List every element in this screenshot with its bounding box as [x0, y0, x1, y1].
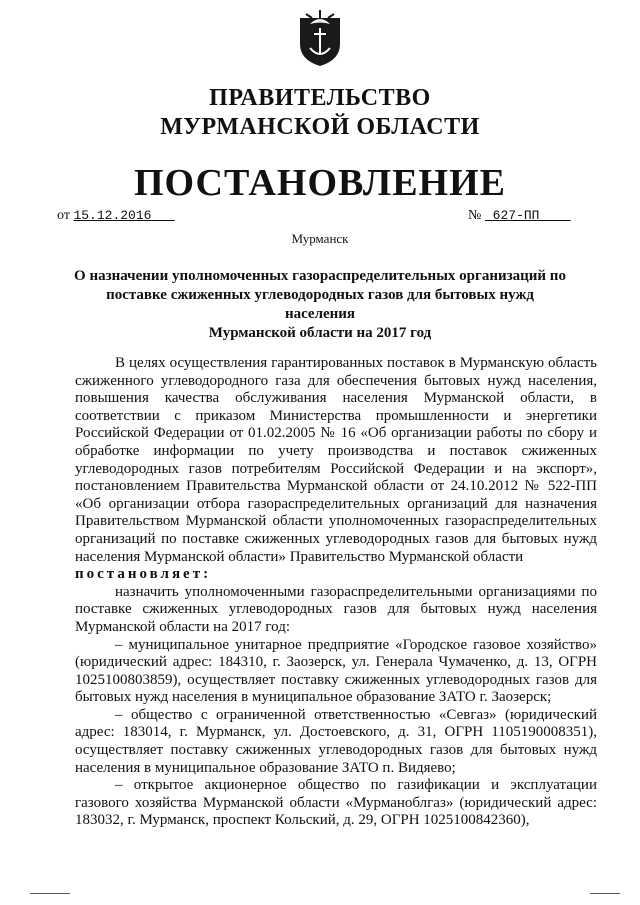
- document-body: [75, 355, 597, 830]
- list-item: – муниципальное унитарное предприятие «Городское газовое хозяйство» (юридический адрес: 184310, г. Заозерск, ул. Генерала Чумаченко, д. 13, ОГРН 1025100803859), осуществляет поставку сжиженных углеводородных газов для бытовых нужд населения в муниципальное образование ЗАТО г. Заозерск;: [75, 636, 597, 706]
- title-line-2: поставке сжиженных углеводородных газов для бытовых нужд населения: [106, 287, 534, 322]
- document-city: Мурманск: [291, 231, 349, 246]
- footer-divider: [590, 893, 620, 894]
- organization-line-2: МУРМАНСКОЙ ОБЛАСТИ: [160, 114, 480, 140]
- title-line-1: О назначении уполномоченных газораспределительных организаций по: [74, 268, 566, 284]
- number-prefix: №: [468, 208, 482, 223]
- resolves-word: постановляет:: [75, 566, 212, 583]
- resolution-paragraph: назначить уполномоченными газораспределительными организациями по поставке сжиженных углеводородных газов для бытовых нужд населения Мурманской области на 2017 год:: [75, 583, 597, 635]
- document-title: [70, 267, 570, 343]
- list-item: – открытое акционерное общество по газификации и эксплуатации газового хозяйства Мурманской области «Мурманоблгаз» (юридический адрес: 183032, г. Мурманск, проспект Кольский, д. 29, ОГРН 1025100842360),: [75, 777, 597, 829]
- date-row: [57, 207, 175, 225]
- title-line-3: Мурманской области на 2017 год: [208, 325, 432, 341]
- date-prefix: от: [57, 208, 70, 223]
- document-type: ПОСТАНОВЛЕНИЕ: [133, 162, 507, 204]
- organization-line-1: ПРАВИТЕЛЬСТВО: [209, 85, 431, 111]
- preamble-paragraph: В целях осуществления гарантированных поставок в Мурманскую область сжиженного углеводородного газа для обеспечения бытовых нужд населения, повышения качества обслуживания населения Мурманской области, в соответствии с приказом Министерства промышленности и энергетики Российской Федерации от 01.02.2005 № 16 «Об организации работы по сбору и обработке информации по учету производства и поставок сжиженных углеводородных газов потребителям Российской Федерации и на экспорт», постановлением Правительства Мурманской области от 24.10.2012 № 522-ПП «Об организации отбора газораспределительных организаций для назначения Правительством Мурманской области уполномоченных газораспределительных организаций по поставке сжиженных углеводородных газов для бытовых нужд населения Мурманской области» Правительство Мурманской области: [75, 355, 597, 565]
- footer-divider: [30, 893, 70, 894]
- organization-name: [0, 84, 640, 142]
- list-item: – общество с ограниченной ответственностью «Севгаз» (юридический адрес: 183014, г. Мурманск, ул. Достоевского, д. 31, ОГРН 1105190008351), осуществляет поставку сжиженных углеводородных газов для бытовых нужд населения в муниципальное образование ЗАТО п. Видяево;: [75, 706, 597, 776]
- number-row: [468, 207, 571, 225]
- document-number: 627-ПП: [492, 208, 540, 223]
- document-date: 15.12.2016: [73, 208, 152, 223]
- coat-of-arms-icon: [296, 10, 344, 68]
